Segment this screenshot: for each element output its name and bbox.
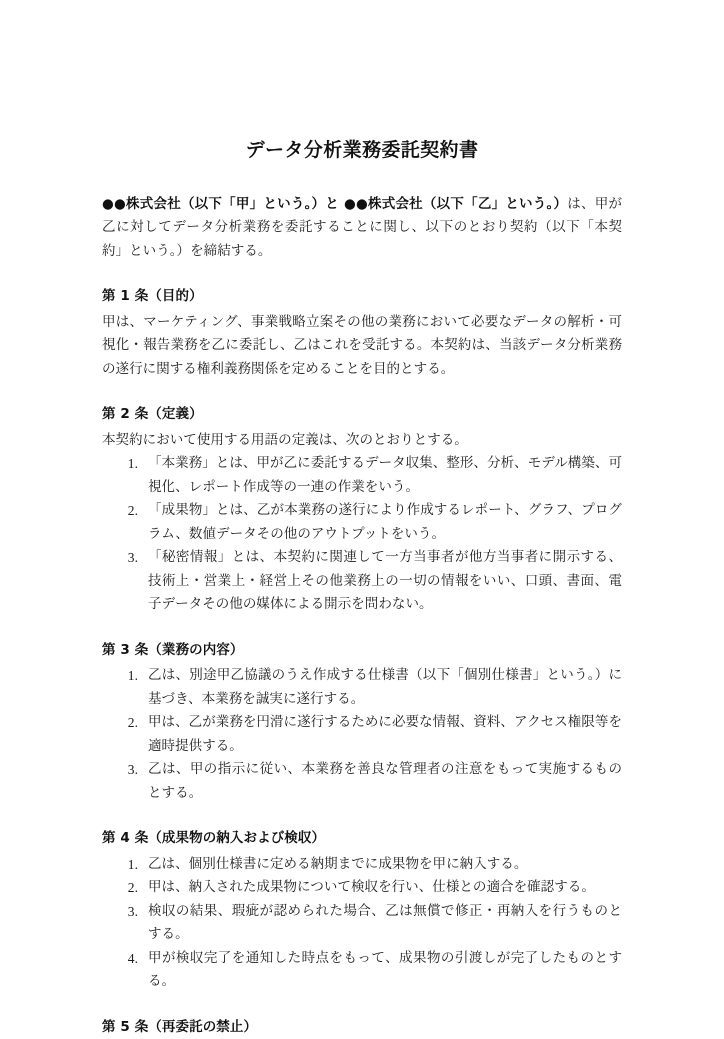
article-1-body: 甲は、マーケティング、事業戦略立案その他の業務において必要なデータの解析・可視化・報告業務を乙に委託し、乙はこれを受託する。本契約は、当該データ分析業務の遂行に関する権利義務関係を定めることを目的とする。 <box>102 313 622 377</box>
article-3-heading: 第 3 条（業務の内容） <box>102 641 244 658</box>
article-4-list <box>102 853 622 994</box>
article-2-body: 本契約において使用する用語の定義は、次のとおりとする。 <box>102 431 468 448</box>
list-item: 「秘密情報」とは、本契約に関連して一方当事者が他方当事者に開示する、技術上・営業上・経営上その他業務上の一切の情報をいい、口頭、書面、電子データその他の媒体による開示を問わない。 <box>148 549 622 613</box>
preamble-paragraph <box>102 193 622 264</box>
article-4-heading: 第 4 条（成果物の納入および検収） <box>102 830 326 847</box>
list-item: 乙は、個別仕様書に定める納期までに成果物を甲に納入する。 <box>148 855 528 872</box>
list-item: 検収の結果、瑕疵が認められた場合、乙は無償で修正・再納入を行うものとする。 <box>148 902 622 943</box>
preamble-section <box>102 193 622 264</box>
list-item: 甲は、納入された成果物について検収を行い、仕様との適合を確認する。 <box>148 879 595 896</box>
list-item: 「成果物」とは、乙が本業務の遂行により作成するレポート、グラフ、プログラム、数値データその他のアウトプットをいう。 <box>148 502 622 542</box>
page-title: データ分析業務委託契約書 <box>245 139 479 161</box>
preamble-body: は、甲が乙に対してデータ分析業務を委託することに関し、以下のとおり契約（以下「本契約」という。）を締結する。 <box>102 195 623 259</box>
article-1 <box>102 285 622 381</box>
article-5 <box>102 1016 622 1039</box>
article-3 <box>102 639 622 806</box>
preamble-parties: ●●株式会社（以下「甲」という。）と ●●株式会社（以下「乙」という。） <box>102 195 568 212</box>
article-1-heading: 第 1 条（目的） <box>102 288 203 305</box>
article-5-heading: 第 5 条（再委託の禁止） <box>102 1018 258 1035</box>
article-2 <box>102 403 622 617</box>
article-2-heading: 第 2 条（定義） <box>102 406 203 423</box>
list-item: 「本業務」とは、甲が乙に委託するデータ収集、整形、分析、モデル構築、可視化、レポート作成等の一連の作業をいう。 <box>148 455 622 495</box>
list-item: 乙は、別途甲乙協議のうえ作成する仕様書（以下「個別仕様書」という。）に基づき、本業務を誠実に遂行する。 <box>148 667 622 707</box>
list-item: 甲は、乙が業務を円滑に遂行するために必要な情報、資料、アクセス権限等を適時提供する。 <box>148 714 622 754</box>
article-3-list <box>102 664 622 805</box>
list-item: 乙は、甲の指示に従い、本業務を善良な管理者の注意をもって実施するものとする。 <box>148 761 622 801</box>
article-2-list <box>102 452 622 617</box>
article-4 <box>102 827 622 994</box>
list-item: 甲が検収完了を通知した時点をもって、成果物の引渡しが完了したものとする。 <box>148 949 622 990</box>
